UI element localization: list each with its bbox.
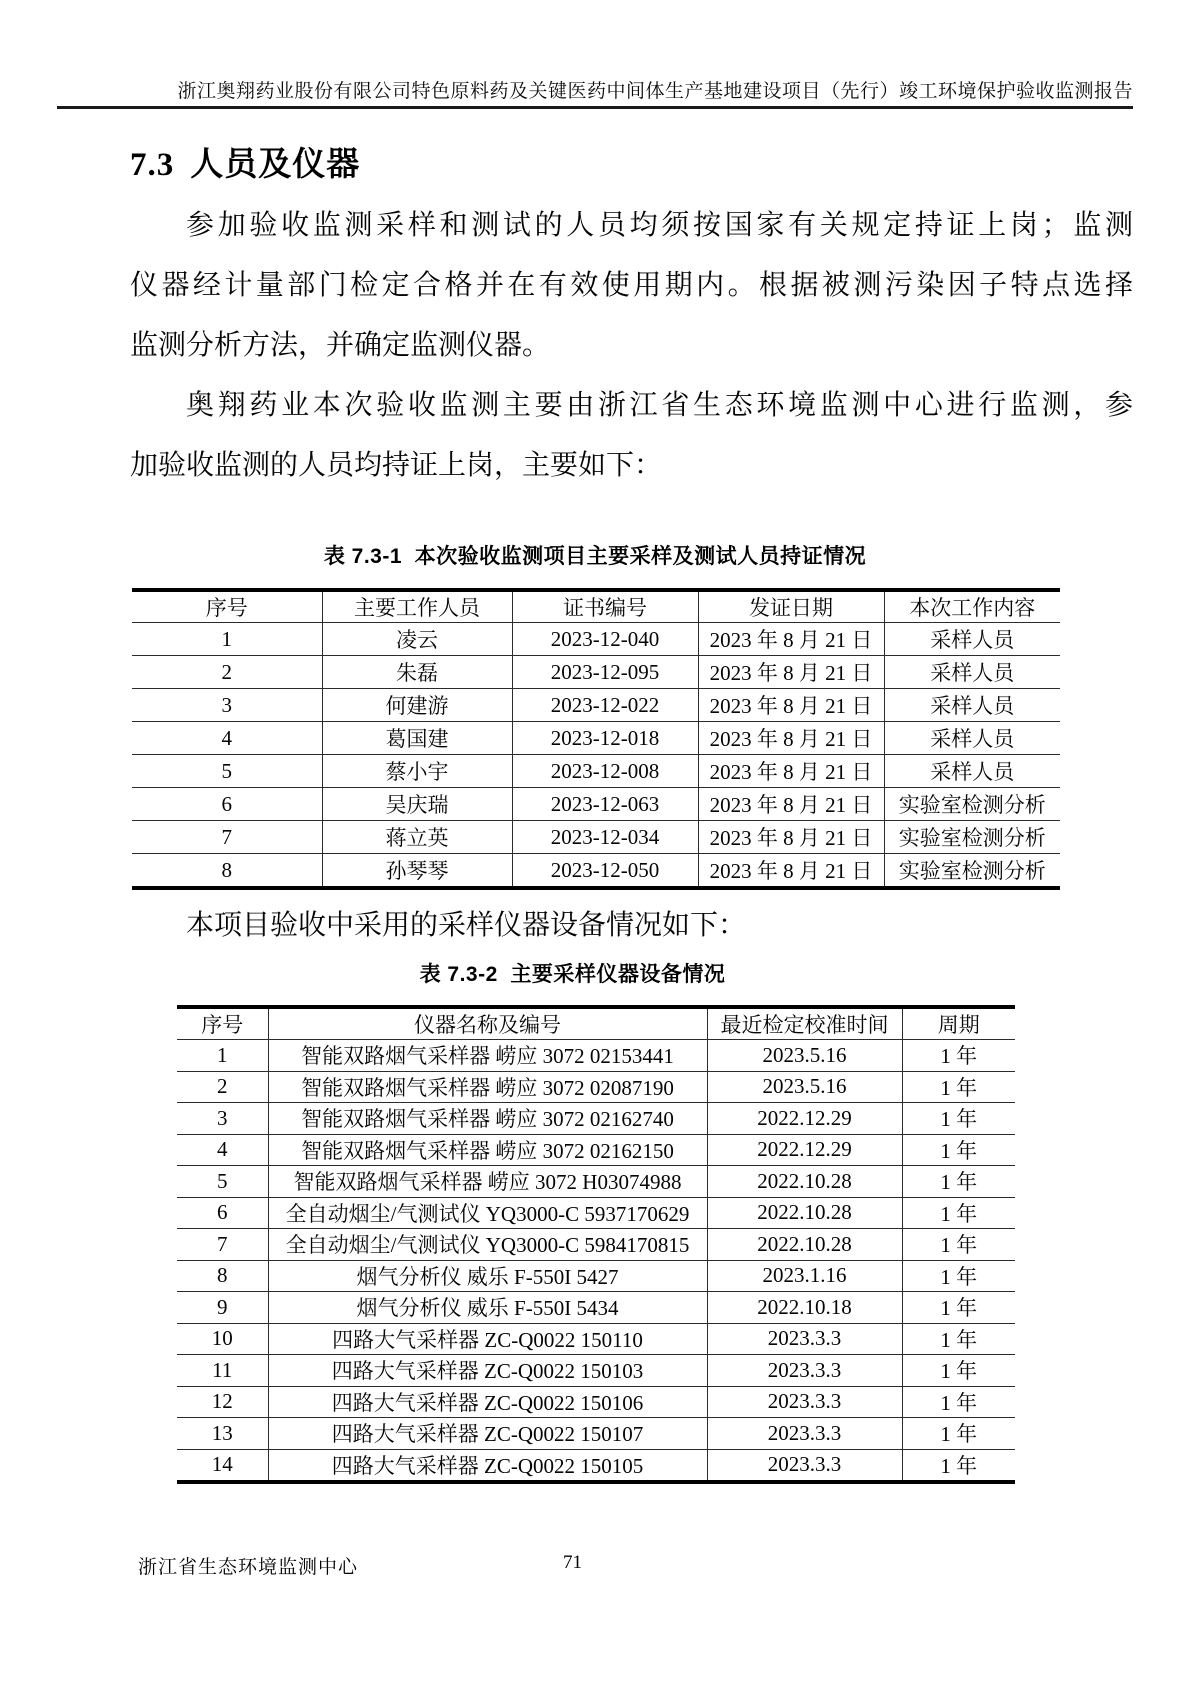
footer-page-number: 71 xyxy=(563,1552,582,1573)
t1-cell: 4 xyxy=(132,722,322,755)
table1-head xyxy=(132,590,1060,623)
paragraph-line: 加验收监测的人员均持证上岗，主要如下： xyxy=(130,450,663,481)
t2-cell: 2023.3.3 xyxy=(707,1418,902,1450)
section-heading xyxy=(130,138,360,185)
t2-cell: 1 年 xyxy=(902,1323,1015,1355)
t2-cell: 四路大气采样器 ZC-Q0022 150105 xyxy=(268,1449,707,1482)
t2-cell: 6 xyxy=(177,1197,268,1229)
t1-cell: 蒋立英 xyxy=(322,821,512,854)
t1-cell: 2023-12-063 xyxy=(512,788,698,821)
t2-cell: 四路大气采样器 ZC-Q0022 150107 xyxy=(268,1418,707,1450)
t2-cell: 2023.5.16 xyxy=(707,1040,902,1072)
t1-cell: 2023 年 8 月 21 日 xyxy=(698,755,884,788)
table-row xyxy=(132,821,1060,854)
t2-cell: 四路大气采样器 ZC-Q0022 150106 xyxy=(268,1386,707,1418)
t1-cell: 葛国建 xyxy=(322,722,512,755)
t2-cell: 1 年 xyxy=(902,1292,1015,1324)
t2-cell: 2023.3.3 xyxy=(707,1449,902,1482)
t2-cell: 1 年 xyxy=(902,1103,1015,1135)
t1-cell: 采样人员 xyxy=(884,755,1060,788)
t2-cell: 1 年 xyxy=(902,1386,1015,1418)
t1-cell: 1 xyxy=(132,623,322,656)
t2-cell: 11 xyxy=(177,1355,268,1387)
paragraph-line: 监测分析方法，并确定监测仪器。 xyxy=(130,330,551,361)
t2-cell: 1 年 xyxy=(902,1260,1015,1292)
t1-cell: 2023-12-050 xyxy=(512,854,698,889)
table-row xyxy=(177,1229,1015,1261)
table2-head xyxy=(177,1007,1015,1040)
t2-cell: 2023.1.16 xyxy=(707,1260,902,1292)
table2-caption: 表 7.3-2 主要采样仪器设备情况 xyxy=(419,963,726,986)
t2-cell: 14 xyxy=(177,1449,268,1482)
t2-cell: 1 年 xyxy=(902,1071,1015,1103)
t2-cell: 2 xyxy=(177,1071,268,1103)
t2-cell: 2022.12.29 xyxy=(707,1103,902,1135)
t1-cell: 2023 年 8 月 21 日 xyxy=(698,689,884,722)
t1-cell: 2023-12-008 xyxy=(512,755,698,788)
t2-col-header: 序号 xyxy=(177,1007,268,1040)
t2-cell: 1 年 xyxy=(902,1418,1015,1450)
table-row xyxy=(177,1323,1015,1355)
t1-cell: 2023 年 8 月 21 日 xyxy=(698,623,884,656)
t2-cell: 烟气分析仪 威乐 F-550I 5427 xyxy=(268,1260,707,1292)
paragraph-line: 参加验收监测采样和测试的人员均须按国家有关规定持证上岗；监测 xyxy=(186,210,1133,241)
t2-cell: 2022.10.18 xyxy=(707,1292,902,1324)
t1-cell: 吴庆瑞 xyxy=(322,788,512,821)
t2-cell: 2022.12.29 xyxy=(707,1134,902,1166)
table-row xyxy=(132,623,1060,656)
t2-cell: 10 xyxy=(177,1323,268,1355)
table-row xyxy=(132,689,1060,722)
t2-cell: 全自动烟尘/气测试仪 YQ3000-C 5937170629 xyxy=(268,1197,707,1229)
t1-cell: 2023-12-022 xyxy=(512,689,698,722)
t2-cell: 智能双路烟气采样器 崂应 3072 02162740 xyxy=(268,1103,707,1135)
table-row xyxy=(132,656,1060,689)
t1-cell: 6 xyxy=(132,788,322,821)
t1-cell: 何建游 xyxy=(322,689,512,722)
table-row xyxy=(177,1355,1015,1387)
table-row xyxy=(177,1134,1015,1166)
t2-cell: 2022.10.28 xyxy=(707,1197,902,1229)
t2-cell: 2023.5.16 xyxy=(707,1071,902,1103)
table-row xyxy=(177,1260,1015,1292)
table-row xyxy=(132,788,1060,821)
table-row xyxy=(177,1386,1015,1418)
t2-cell: 2023.3.3 xyxy=(707,1323,902,1355)
t1-cell: 朱磊 xyxy=(322,656,512,689)
t1-cell: 实验室检测分析 xyxy=(884,821,1060,854)
table-row xyxy=(177,1071,1015,1103)
t1-cell: 5 xyxy=(132,755,322,788)
t2-cell: 8 xyxy=(177,1260,268,1292)
table-row xyxy=(177,1103,1015,1135)
t2-cell: 1 年 xyxy=(902,1355,1015,1387)
t1-cell: 采样人员 xyxy=(884,656,1060,689)
table-row xyxy=(177,1040,1015,1072)
t2-cell: 7 xyxy=(177,1229,268,1261)
t2-cell: 四路大气采样器 ZC-Q0022 150110 xyxy=(268,1323,707,1355)
t1-cell: 2023 年 8 月 21 日 xyxy=(698,656,884,689)
table-header-row xyxy=(177,1007,1015,1040)
t1-cell: 2023 年 8 月 21 日 xyxy=(698,821,884,854)
t1-col-header: 本次工作内容 xyxy=(884,590,1060,623)
section-title: 人员及仪器 xyxy=(190,145,361,182)
table1-body xyxy=(132,623,1060,889)
paragraph-line: 仪器经计量部门检定合格并在有效使用期内。根据被测污染因子特点选择 xyxy=(130,270,1133,301)
t2-cell: 1 xyxy=(177,1040,268,1072)
t2-cell: 12 xyxy=(177,1386,268,1418)
t1-cell: 2023-12-034 xyxy=(512,821,698,854)
t2-col-header: 仪器名称及编号 xyxy=(268,1007,707,1040)
t1-cell: 采样人员 xyxy=(884,623,1060,656)
table1-caption: 表 7.3-1 本次验收监测项目主要采样及测试人员持证情况 xyxy=(323,545,867,568)
t1-cell: 3 xyxy=(132,689,322,722)
t2-cell: 四路大气采样器 ZC-Q0022 150103 xyxy=(268,1355,707,1387)
table-header-row xyxy=(132,590,1060,623)
t1-cell: 2023-12-040 xyxy=(512,623,698,656)
personnel-certificates-table xyxy=(132,588,1060,890)
t2-cell: 智能双路烟气采样器 崂应 3072 02162150 xyxy=(268,1134,707,1166)
t2-cell: 2023.3.3 xyxy=(707,1355,902,1387)
sampling-instruments-table xyxy=(177,1005,1015,1484)
paragraph-monitoring-center xyxy=(130,376,1133,496)
t1-col-header: 主要工作人员 xyxy=(322,590,512,623)
t2-cell: 3 xyxy=(177,1103,268,1135)
section-number: 7.3 xyxy=(130,147,175,183)
t2-cell: 智能双路烟气采样器 崂应 3072 H03074988 xyxy=(268,1166,707,1198)
paragraph-instruments xyxy=(130,896,1133,956)
t2-cell: 智能双路烟气采样器 崂应 3072 02087190 xyxy=(268,1071,707,1103)
t2-cell: 1 年 xyxy=(902,1197,1015,1229)
t1-cell: 实验室检测分析 xyxy=(884,788,1060,821)
table-row xyxy=(177,1166,1015,1198)
footer-organization: 浙江省生态环境监测中心 xyxy=(138,1557,359,1578)
t2-cell: 1 年 xyxy=(902,1449,1015,1482)
t1-cell: 2023 年 8 月 21 日 xyxy=(698,722,884,755)
t1-cell: 2023-12-095 xyxy=(512,656,698,689)
t2-col-header: 周期 xyxy=(902,1007,1015,1040)
t1-col-header: 证书编号 xyxy=(512,590,698,623)
table-row xyxy=(132,854,1060,889)
table-row xyxy=(177,1292,1015,1324)
t1-cell: 凌云 xyxy=(322,623,512,656)
t1-cell: 实验室检测分析 xyxy=(884,854,1060,889)
t2-cell: 13 xyxy=(177,1418,268,1450)
t1-cell: 7 xyxy=(132,821,322,854)
table-row xyxy=(132,755,1060,788)
t1-cell: 8 xyxy=(132,854,322,889)
t2-col-header: 最近检定校准时间 xyxy=(707,1007,902,1040)
t1-cell: 采样人员 xyxy=(884,689,1060,722)
paragraph-personnel xyxy=(130,196,1133,376)
t2-cell: 1 年 xyxy=(902,1040,1015,1072)
t1-cell: 孙琴琴 xyxy=(322,854,512,889)
t2-cell: 1 年 xyxy=(902,1134,1015,1166)
table-row xyxy=(177,1197,1015,1229)
t1-cell: 2023 年 8 月 21 日 xyxy=(698,854,884,889)
paragraph-line: 本项目验收中采用的采样仪器设备情况如下： xyxy=(186,910,747,941)
t1-cell: 2023-12-018 xyxy=(512,722,698,755)
t1-col-header: 序号 xyxy=(132,590,322,623)
t1-col-header: 发证日期 xyxy=(698,590,884,623)
t2-cell: 烟气分析仪 威乐 F-550I 5434 xyxy=(268,1292,707,1324)
running-header: 浙江奥翔药业股份有限公司特色原料药及关键医药中间体生产基地建设项目（先行）竣工环境保护验收监测报告 xyxy=(177,81,1133,102)
table-row xyxy=(177,1449,1015,1482)
t2-cell: 9 xyxy=(177,1292,268,1324)
t2-cell: 4 xyxy=(177,1134,268,1166)
table2-body xyxy=(177,1040,1015,1483)
t2-cell: 2022.10.28 xyxy=(707,1166,902,1198)
t2-cell: 5 xyxy=(177,1166,268,1198)
t1-cell: 蔡小宇 xyxy=(322,755,512,788)
t2-cell: 智能双路烟气采样器 崂应 3072 02153441 xyxy=(268,1040,707,1072)
header-rule xyxy=(57,106,1133,109)
t2-cell: 2023.3.3 xyxy=(707,1386,902,1418)
t2-cell: 1 年 xyxy=(902,1166,1015,1198)
t2-cell: 2022.10.28 xyxy=(707,1229,902,1261)
table-row xyxy=(177,1418,1015,1450)
t2-cell: 全自动烟尘/气测试仪 YQ3000-C 5984170815 xyxy=(268,1229,707,1261)
paragraph-line: 奥翔药业本次验收监测主要由浙江省生态环境监测中心进行监测，参 xyxy=(186,390,1133,421)
t2-cell: 1 年 xyxy=(902,1229,1015,1261)
t1-cell: 2023 年 8 月 21 日 xyxy=(698,788,884,821)
t1-cell: 2 xyxy=(132,656,322,689)
t1-cell: 采样人员 xyxy=(884,722,1060,755)
table-row xyxy=(132,722,1060,755)
